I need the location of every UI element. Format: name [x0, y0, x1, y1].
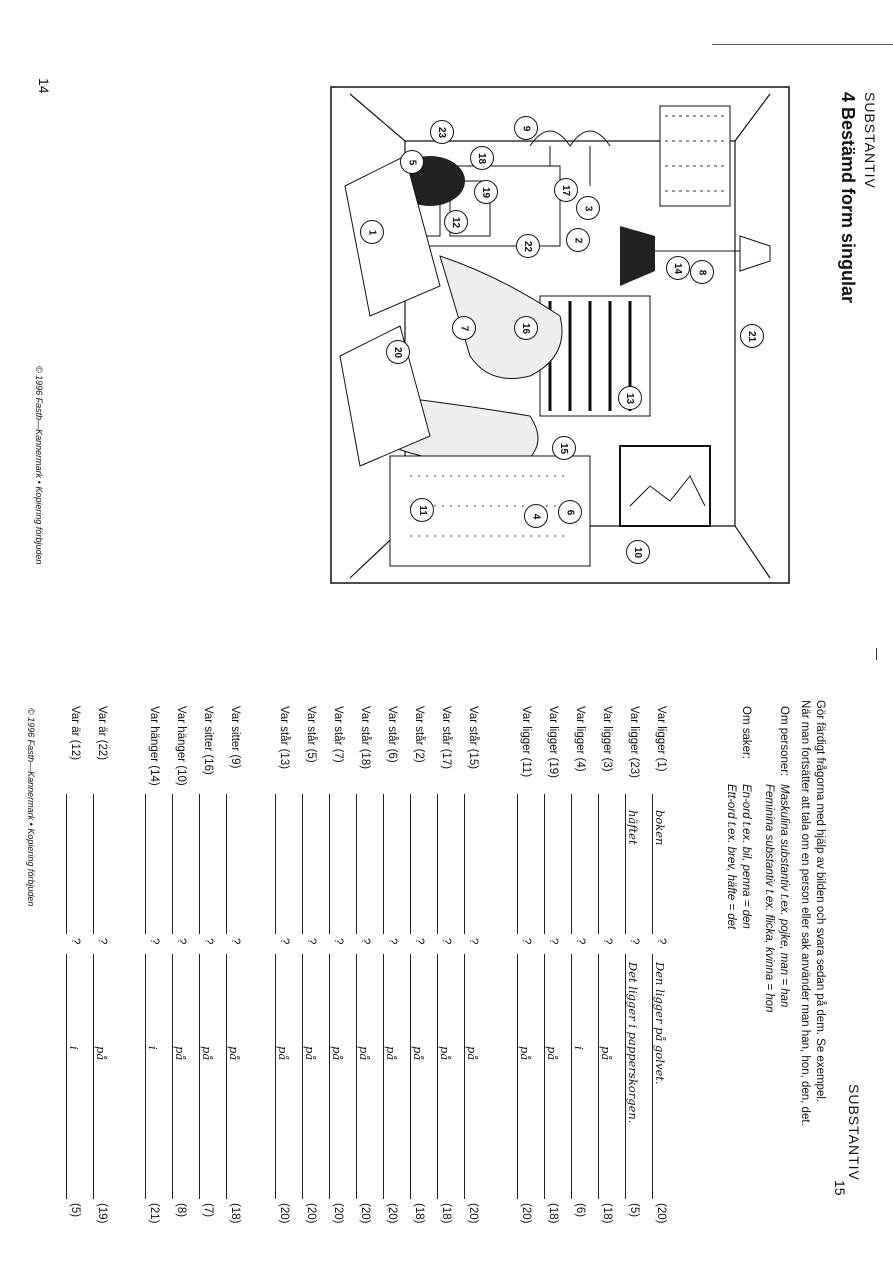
picture-number-4: 4: [524, 504, 548, 528]
question-mark: ?: [278, 938, 290, 945]
question-text: Var ligger (19): [547, 706, 559, 779]
picture-number-9: 9: [514, 116, 538, 140]
answer-text: i: [146, 1046, 160, 1050]
persons-line-1: Maskulina substantiv t.ex. pojke, man = han: [778, 784, 790, 1008]
fill-blank-line[interactable]: [172, 794, 173, 934]
reference-number: (20): [467, 1203, 479, 1224]
answer-blank-line[interactable]: [571, 954, 572, 1199]
question-mark: ?: [229, 938, 241, 945]
question-row-17: [169, 706, 187, 1236]
picture-number-10: 10: [626, 540, 650, 564]
question-row-12: [326, 706, 344, 1236]
instruction-line-2: När man fortsätter att tala om en person eller sak använder man han, hon, den, det.: [799, 700, 811, 1126]
answer-blank-line[interactable]: [275, 954, 276, 1199]
question-row-19: [90, 706, 108, 1236]
picture-number-21: 21: [740, 324, 764, 348]
question-row-4: [568, 706, 586, 1236]
reference-number: (20): [655, 1203, 667, 1224]
question-row-7: [461, 706, 479, 1236]
answer-text: på: [200, 1046, 214, 1061]
question-row-6: [514, 706, 532, 1236]
persons-label: Om personer:: [778, 706, 790, 777]
reference-number: (20): [359, 1203, 371, 1224]
question-mark: ?: [386, 938, 398, 945]
question-row-3: [595, 706, 613, 1236]
question-row-9: [407, 706, 425, 1236]
fill-blank-line[interactable]: [226, 794, 227, 934]
picture-number-22: 22: [516, 234, 540, 258]
fill-blank-line[interactable]: [383, 794, 384, 934]
instruction-line-1: Gör färdigt frågorna med hjälp av bilden och svara sedan på dem. Se exempel.: [814, 700, 826, 1103]
reference-number: (18): [413, 1203, 425, 1224]
question-mark: ?: [467, 938, 479, 945]
answer-blank-line[interactable]: [66, 954, 67, 1199]
question-text: Var sitter (16): [202, 706, 214, 775]
picture-number-14: 14: [666, 256, 690, 280]
question-mark: ?: [96, 938, 108, 945]
question-text: Var är (12): [69, 706, 81, 761]
question-row-13: [299, 706, 317, 1236]
question-mark: ?: [359, 938, 371, 945]
left-page-number: 14: [36, 78, 52, 94]
picture-number-15: 15: [552, 436, 576, 460]
question-text: Var står (13): [278, 706, 290, 770]
question-mark: ?: [440, 938, 452, 945]
reference-number: (6): [574, 1203, 586, 1218]
question-text: Var ligger (11): [520, 706, 532, 778]
reference-number: (18): [229, 1203, 241, 1224]
fill-blank-line[interactable]: [598, 794, 599, 934]
question-text: Var sitter (9): [229, 706, 241, 769]
answer-text: Den ligger på golvet.: [653, 962, 667, 1085]
question-mark: ?: [520, 938, 532, 945]
answer-text: på: [227, 1046, 241, 1061]
question-text: Var är (22): [96, 706, 108, 761]
question-mark: ?: [332, 938, 344, 945]
question-mark: ?: [202, 938, 214, 945]
question-row-8: [434, 706, 452, 1236]
question-text: Var står (7): [332, 706, 344, 763]
question-mark: ?: [413, 938, 425, 945]
right-section-header: SUBSTANTIV: [846, 1084, 862, 1181]
answer-text: i: [67, 1046, 81, 1050]
question-text: Var ligger (1): [655, 706, 667, 772]
answer-text: på: [545, 1046, 559, 1061]
answer-text: på: [411, 1046, 425, 1061]
question-row-14: [272, 706, 290, 1236]
answer-text: på: [94, 1046, 108, 1061]
answer-blank-line[interactable]: [356, 954, 357, 1199]
fill-blank-line[interactable]: [464, 794, 465, 934]
reference-number: (5): [69, 1203, 81, 1218]
question-mark: ?: [148, 938, 160, 945]
answer-blank-line[interactable]: [437, 954, 438, 1199]
question-mark: ?: [69, 938, 81, 945]
question-text: Var ligger (4): [574, 706, 586, 772]
question-row-20: [63, 706, 81, 1236]
fill-blank-line[interactable]: [329, 794, 330, 934]
picture-number-12: 12: [444, 210, 468, 234]
things-line-1: En-ord t.ex. bil, penna = den: [740, 784, 752, 929]
answer-blank-line[interactable]: [226, 954, 227, 1199]
fill-answer: boken: [653, 810, 667, 846]
question-text: Var står (2): [413, 706, 425, 763]
question-mark: ?: [547, 938, 559, 945]
answer-blank-line[interactable]: [329, 954, 330, 1199]
question-row-15: [223, 706, 241, 1236]
fill-blank-line[interactable]: [66, 794, 67, 934]
right-copyright: © 1996 Fasth—Kannermark • Kopiering förbjuden: [26, 708, 36, 907]
answer-text: på: [465, 1046, 479, 1061]
things-label: Om saker:: [740, 706, 752, 760]
fill-blank-line[interactable]: [93, 794, 94, 934]
question-text: Var står (17): [440, 706, 452, 770]
answer-text: Det ligger i papperskorgen.: [626, 962, 640, 1124]
answer-text: på: [357, 1046, 371, 1061]
reference-number: (18): [440, 1203, 452, 1224]
picture-number-19: 19: [474, 180, 498, 204]
question-text: Var ligger (23): [628, 706, 640, 779]
picture-number-16: 16: [514, 316, 538, 340]
question-row-5: [541, 706, 559, 1236]
reference-number: (18): [601, 1203, 613, 1224]
fold-mark: [876, 648, 877, 660]
question-row-2: [622, 706, 640, 1236]
answer-text: på: [599, 1046, 613, 1061]
picture-number-7: 7: [452, 316, 476, 340]
fill-blank-line[interactable]: [410, 794, 411, 934]
picture-number-13: 13: [618, 386, 642, 410]
fill-blank-line[interactable]: [145, 794, 146, 934]
reference-number: (20): [332, 1203, 344, 1224]
picture-number-5: 5: [400, 150, 424, 174]
reference-number: (21): [148, 1203, 160, 1224]
question-text: Var står (15): [467, 706, 479, 770]
answer-text: på: [303, 1046, 317, 1061]
fill-blank-line[interactable]: [437, 794, 438, 934]
fill-blank-line[interactable]: [275, 794, 276, 934]
picture-number-6: 6: [558, 500, 582, 524]
question-mark: ?: [628, 938, 640, 945]
fill-blank-line[interactable]: [356, 794, 357, 934]
picture-number-20: 20: [386, 340, 410, 364]
answer-text: på: [330, 1046, 344, 1061]
question-text: Var står (6): [386, 706, 398, 763]
answer-text: i: [572, 1046, 586, 1050]
left-section-header: SUBSTANTIV: [862, 92, 878, 189]
picture-number-17: 17: [554, 178, 578, 202]
right-page: [0, 660, 893, 1263]
picture-number-11: 11: [410, 498, 434, 522]
answer-blank-line[interactable]: [383, 954, 384, 1199]
question-row-1: [649, 706, 667, 1236]
picture-number-1: 1: [360, 220, 384, 244]
persons-line-2: Feminina substantiv t.ex. flicka, kvinna = hon: [763, 784, 775, 1013]
question-row-18: [142, 706, 160, 1236]
answer-blank-line[interactable]: [172, 954, 173, 1199]
things-line-2: Ett-ord t.ex. brev, häfte = det: [725, 784, 737, 930]
answer-text: på: [438, 1046, 452, 1061]
reference-number: (20): [278, 1203, 290, 1224]
left-page-title: 4 Bestämd form singular: [838, 92, 858, 304]
reference-number: (20): [386, 1203, 398, 1224]
picture-number-23: 23: [430, 120, 454, 144]
fill-blank-line[interactable]: [199, 794, 200, 934]
answer-blank-line[interactable]: [598, 954, 599, 1199]
fill-answer: häftet: [626, 810, 640, 845]
answer-blank-line[interactable]: [199, 954, 200, 1199]
fill-blank-line[interactable]: [302, 794, 303, 934]
picture-number-18: 18: [470, 146, 494, 170]
question-text: Var ligger (3): [601, 706, 613, 772]
reference-number: (8): [175, 1203, 187, 1218]
answer-text: på: [276, 1046, 290, 1061]
reference-number: (18): [547, 1203, 559, 1224]
question-mark: ?: [305, 938, 317, 945]
reference-number: (5): [628, 1203, 640, 1218]
question-row-10: [380, 706, 398, 1236]
picture-number-2: 2: [566, 228, 590, 252]
reference-number: (19): [96, 1203, 108, 1224]
answer-blank-line[interactable]: [544, 954, 545, 1199]
answer-blank-line[interactable]: [410, 954, 411, 1199]
picture-number-8: 8: [690, 260, 714, 284]
answer-blank-line[interactable]: [464, 954, 465, 1199]
question-text: Var står (5): [305, 706, 317, 763]
answer-blank-line[interactable]: [302, 954, 303, 1199]
question-mark: ?: [655, 938, 667, 945]
question-text: Var hänger (14): [148, 706, 160, 786]
question-mark: ?: [574, 938, 586, 945]
answer-blank-line[interactable]: [145, 954, 146, 1199]
reference-number: (20): [305, 1203, 317, 1224]
reference-number: (20): [520, 1203, 532, 1224]
question-mark: ?: [601, 938, 613, 945]
right-page-number: 15: [832, 1180, 848, 1196]
top-edge-rule: [712, 44, 893, 45]
question-row-16: [196, 706, 214, 1236]
left-copyright: © 1996 Fasth—Kannermark • Kopiering förbjuden: [34, 366, 44, 565]
picture-number-3: 3: [576, 196, 600, 220]
question-mark: ?: [175, 938, 187, 945]
fill-blank-line[interactable]: [544, 794, 545, 934]
answer-blank-line[interactable]: [517, 954, 518, 1199]
fill-blank-line[interactable]: [517, 794, 518, 934]
question-text: Var står (18): [359, 706, 371, 770]
answer-text: på: [173, 1046, 187, 1061]
question-row-11: [353, 706, 371, 1236]
answer-text: på: [518, 1046, 532, 1061]
answer-blank-line[interactable]: [93, 954, 94, 1199]
question-text: Var hänger (10): [175, 706, 187, 786]
answer-text: på: [384, 1046, 398, 1061]
reference-number: (7): [202, 1203, 214, 1218]
fill-blank-line[interactable]: [571, 794, 572, 934]
